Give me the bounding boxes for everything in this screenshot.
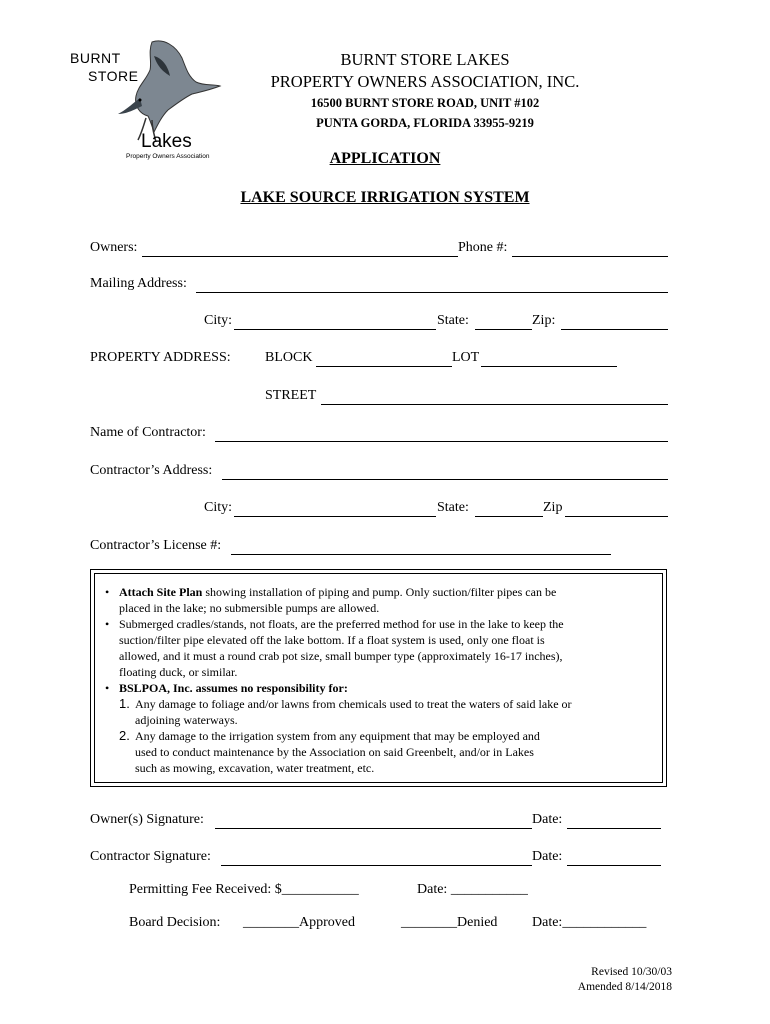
logo-text-lakes: Lakes bbox=[141, 131, 192, 152]
fee-date-label: Date: ___________ bbox=[417, 882, 528, 897]
property-address-label: PROPERTY ADDRESS: bbox=[90, 350, 231, 365]
owner-signature-field[interactable] bbox=[215, 828, 532, 829]
contractor-city-field[interactable] bbox=[234, 516, 436, 517]
requirements-box bbox=[90, 569, 667, 787]
state-label: State: bbox=[437, 313, 469, 328]
city-label: City: bbox=[204, 313, 233, 328]
state-field[interactable] bbox=[475, 329, 532, 330]
site-plan-heading: Attach Site Plan bbox=[119, 585, 203, 599]
logo-text-poa: Property Owners Association bbox=[126, 153, 210, 160]
lot-label: LOT bbox=[452, 350, 480, 365]
contractor-address-label: Contractor’s Address: bbox=[90, 463, 213, 478]
phone-label: Phone #: bbox=[458, 240, 508, 255]
logo-text-burnt: BURNT bbox=[70, 50, 121, 66]
board-date-label: Date:____________ bbox=[532, 915, 647, 930]
contractor-date-field[interactable] bbox=[567, 865, 661, 866]
contractor-name-label: Name of Contractor: bbox=[90, 425, 206, 440]
contractor-state-label: State: bbox=[437, 500, 469, 515]
list-item: • Submerged cradles/stands, not floats, are the preferred method for use in the lake to keep the suction/filter pipe elevated off the lake bottom. If a float system is used, only one float is allowed, and it must a round crab pot size, small bumper type (approximately 16-17 inches), floating duck, or similar. bbox=[105, 617, 564, 679]
approved-option[interactable]: ________Approved bbox=[243, 915, 355, 930]
list-item: • BSLPOA, Inc. assumes no responsibility for: bbox=[105, 681, 348, 695]
org-address-city: PUNTA GORDA, FLORIDA 33955-9219 bbox=[316, 116, 534, 130]
city-field[interactable] bbox=[234, 329, 436, 330]
association-logo bbox=[66, 36, 226, 166]
phone-field[interactable] bbox=[512, 256, 668, 257]
page-subtitle: LAKE SOURCE IRRIGATION SYSTEM bbox=[240, 189, 530, 206]
org-name-full: PROPERTY OWNERS ASSOCIATION, INC. bbox=[270, 72, 580, 91]
contractor-city-label: City: bbox=[204, 500, 233, 515]
contractor-state-field[interactable] bbox=[475, 516, 543, 517]
block-label: BLOCK bbox=[265, 350, 313, 365]
owner-signature-label: Owner(s) Signature: bbox=[90, 812, 204, 827]
numbered-item: 1. Any damage to foliage and/or lawns from chemicals used to treat the waters of said lake or adjoining waterways. bbox=[119, 696, 572, 727]
block-field[interactable] bbox=[316, 366, 452, 367]
owners-label: Owners: bbox=[90, 240, 138, 255]
contractor-zip-label: Zip bbox=[543, 500, 563, 515]
zip-label: Zip: bbox=[532, 313, 556, 328]
org-address-street: 16500 BURNT STORE ROAD, UNIT #102 bbox=[310, 96, 540, 110]
owners-field[interactable] bbox=[142, 256, 458, 257]
contractor-address-field[interactable] bbox=[222, 479, 668, 480]
street-field[interactable] bbox=[321, 404, 668, 405]
requirements-list bbox=[94, 573, 663, 783]
mailing-address-label: Mailing Address: bbox=[90, 276, 187, 291]
contractor-signature-label: Contractor Signature: bbox=[90, 849, 211, 864]
contractor-signature-field[interactable] bbox=[221, 865, 532, 866]
heron-icon bbox=[104, 36, 224, 146]
responsibility-heading: BSLPOA, Inc. assumes no responsibility for: bbox=[119, 681, 348, 695]
mailing-address-field[interactable] bbox=[196, 292, 668, 293]
revised-date: Revised 10/30/03 bbox=[591, 966, 672, 978]
logo-text-store: STORE bbox=[88, 68, 139, 84]
zip-field[interactable] bbox=[561, 329, 668, 330]
contractor-license-label: Contractor’s License #: bbox=[90, 538, 222, 553]
street-label: STREET bbox=[265, 388, 317, 403]
denied-option[interactable]: ________Denied bbox=[401, 915, 498, 930]
org-name: BURNT STORE LAKES bbox=[340, 50, 510, 69]
contractor-date-label: Date: bbox=[532, 849, 563, 864]
amended-date: Amended 8/14/2018 bbox=[577, 981, 672, 993]
contractor-license-field[interactable] bbox=[231, 554, 611, 555]
numbered-item: 2. Any damage to the irrigation system from any equipment that may be employed and used to conduct maintenance by the Association on said Greenbelt, and/or in Lakes such as mowing, excavation, water treatment, etc. bbox=[119, 728, 540, 775]
owner-date-field[interactable] bbox=[567, 828, 661, 829]
contractor-name-field[interactable] bbox=[215, 441, 668, 442]
lot-field[interactable] bbox=[481, 366, 617, 367]
contractor-zip-field[interactable] bbox=[565, 516, 668, 517]
page-title: APPLICATION bbox=[329, 150, 441, 167]
permitting-fee-label: Permitting Fee Received: $___________ bbox=[129, 882, 359, 897]
board-decision-label: Board Decision: bbox=[129, 915, 221, 930]
owner-date-label: Date: bbox=[532, 812, 563, 827]
list-item: • Attach Site Plan showing installation of piping and pump. Only suction/filter pipes can be placed in the lake; no submersible pumps are allowed. bbox=[105, 585, 557, 615]
